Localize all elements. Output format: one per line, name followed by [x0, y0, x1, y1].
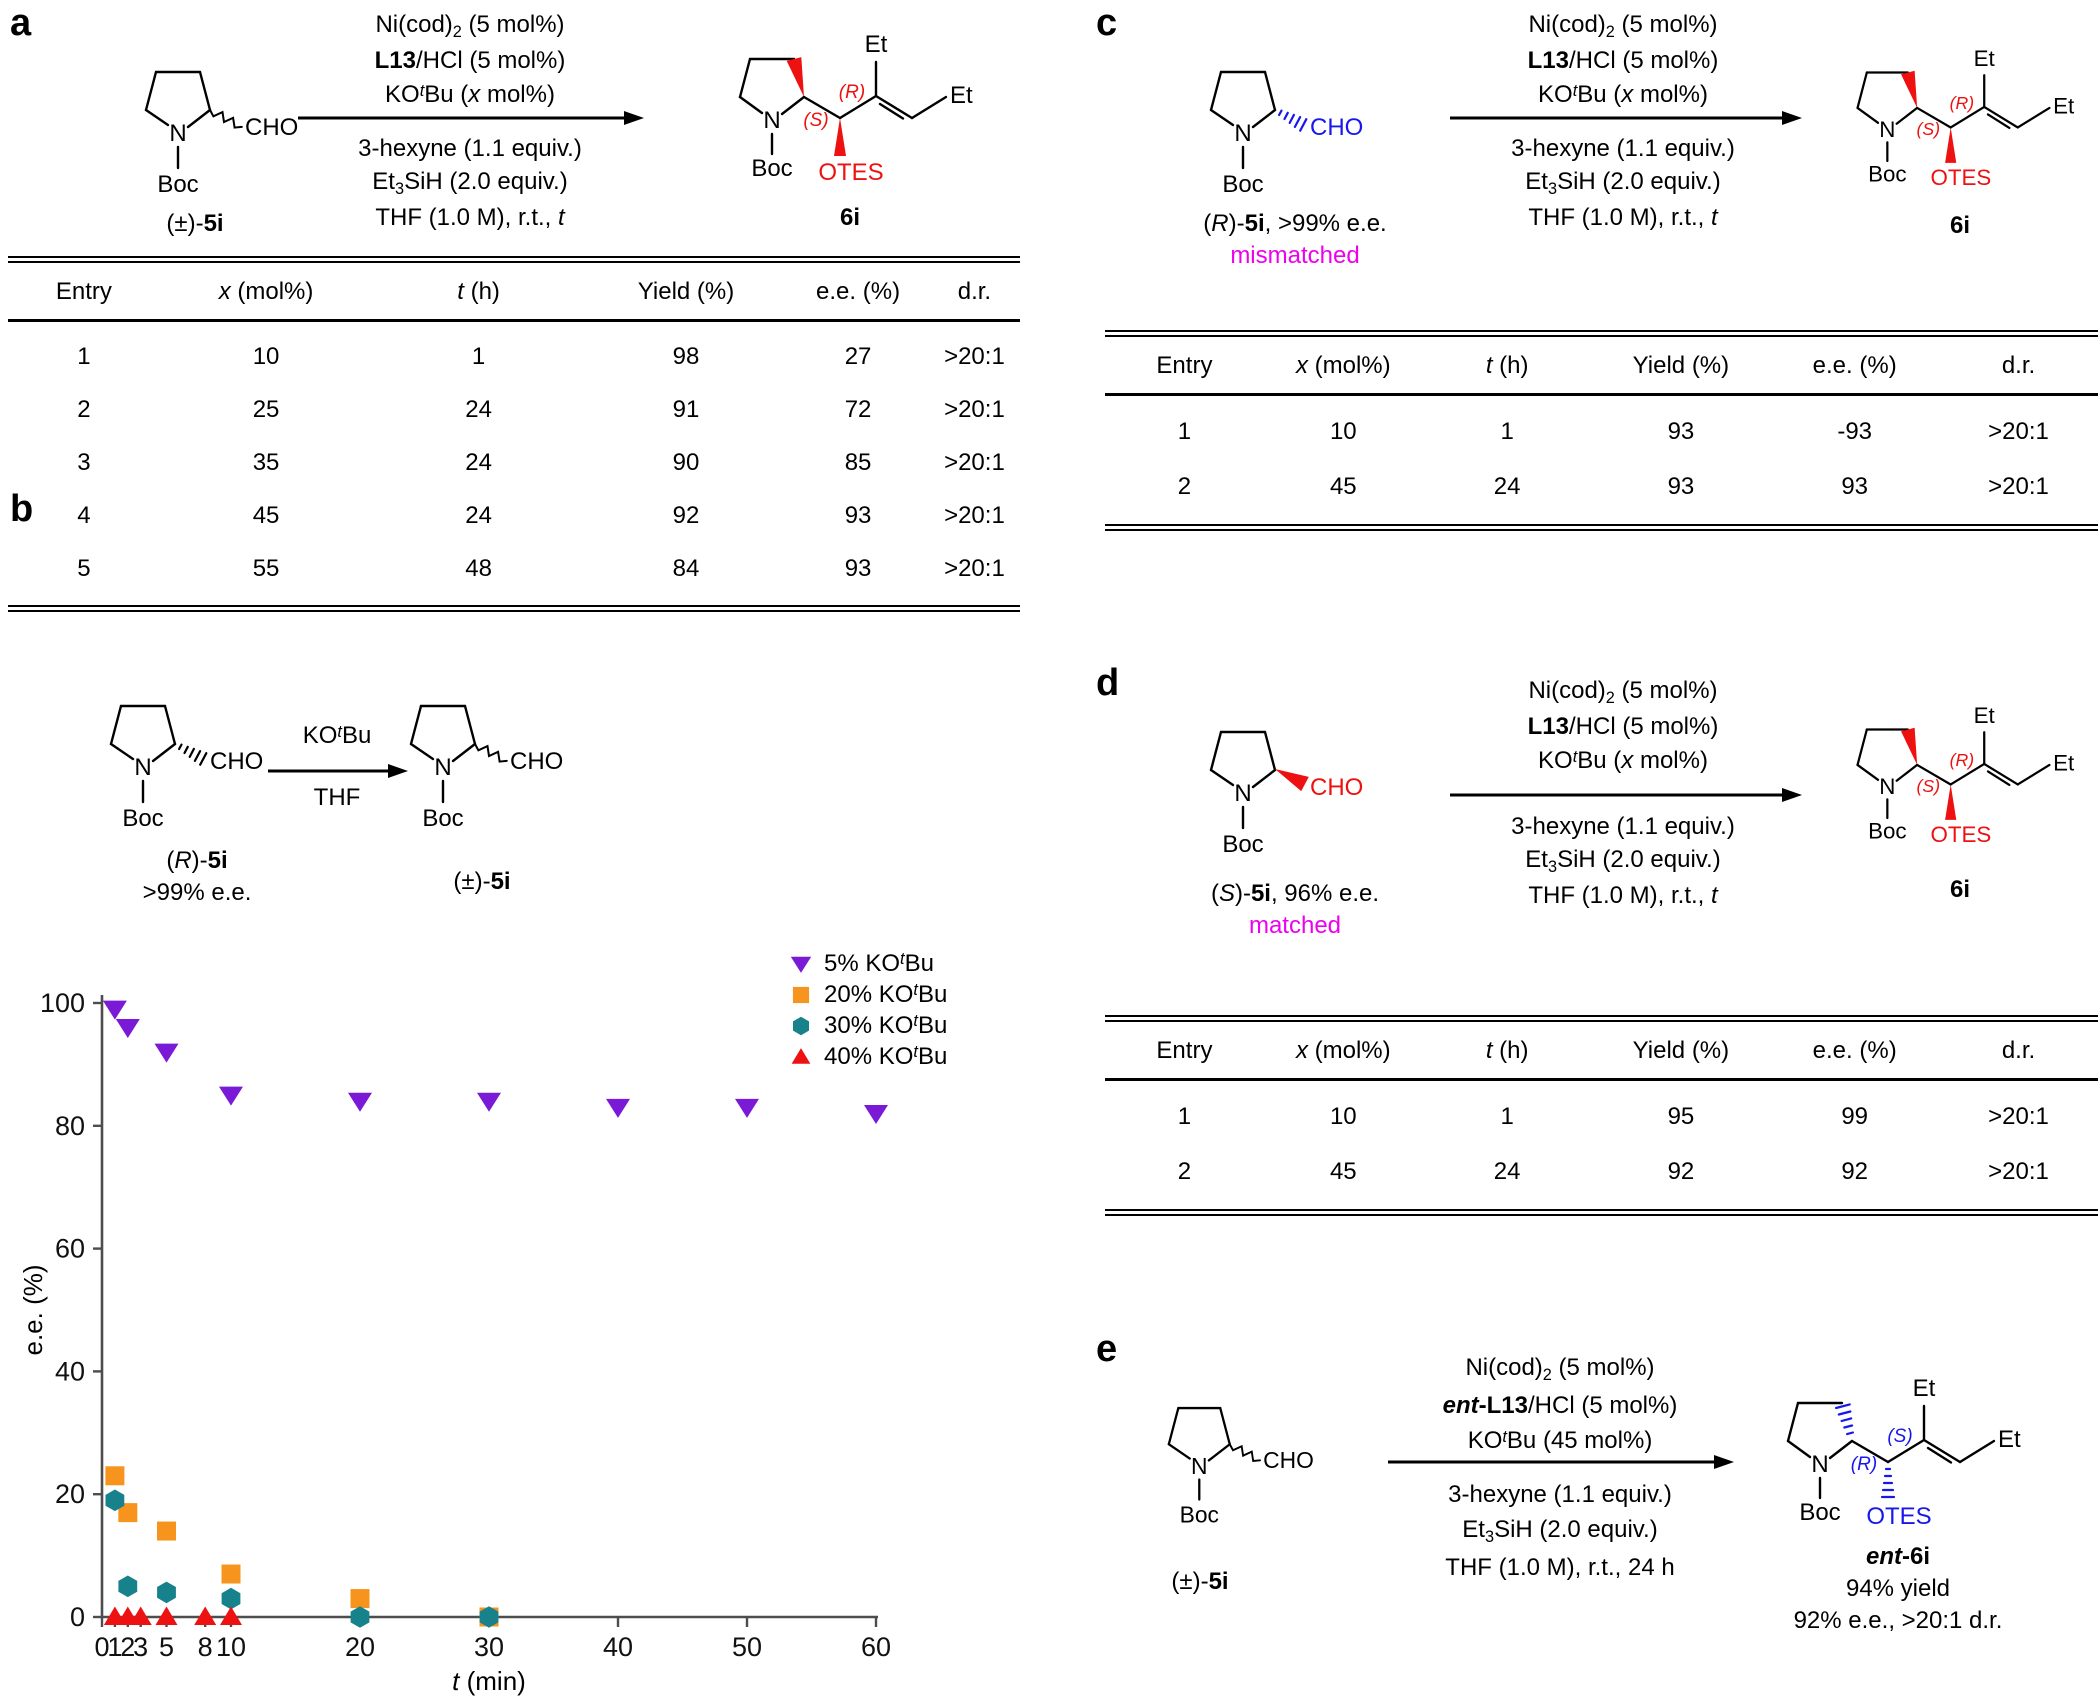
- nitrogen-atom: N: [1191, 1452, 1208, 1479]
- nitrogen-atom: N: [169, 120, 187, 147]
- ethyl-group-top: Et: [1912, 1375, 1936, 1402]
- data-point-triangle-down: [477, 1093, 501, 1112]
- otes-group: OTES: [1930, 165, 1992, 191]
- column-header: e.e. (%): [1812, 352, 1897, 379]
- data-point-hexagon: [157, 1582, 176, 1604]
- table-cell: >20:1: [944, 395, 1005, 423]
- boc-group: Boc: [1868, 818, 1907, 844]
- table-cell: 45: [1329, 472, 1357, 500]
- table-row: [8, 383, 1020, 436]
- svg-text:40: 40: [602, 1632, 634, 1662]
- conditions-e-bottom: 3-hexyne (1.1 equiv.) Et3SiH (2.0 equiv.) THF (1.0 M), r.t., 24 h: [1445, 1481, 1675, 1581]
- data-point-hexagon: [351, 1606, 370, 1628]
- racemic-squiggle-bond: [475, 744, 507, 762]
- table-cell: 4: [77, 501, 91, 529]
- substrate-c-match-note: mismatched: [1230, 242, 1360, 269]
- data-point-square: [105, 1466, 124, 1485]
- column-header: Entry: [1156, 352, 1213, 379]
- ethyl-group-top: Et: [1973, 702, 1995, 728]
- legend-marker-icon: [788, 1046, 814, 1068]
- table-cell: 5: [77, 554, 91, 582]
- data-point-square: [157, 1522, 176, 1541]
- svg-text:20: 20: [344, 1632, 376, 1662]
- nitrogen-atom: N: [434, 754, 452, 781]
- ethyl-group-right: Et: [2053, 93, 2075, 119]
- table-a: [8, 256, 1020, 612]
- nitrogen-atom: N: [1811, 1451, 1829, 1478]
- boc-group: Boc: [1179, 1501, 1219, 1528]
- reaction-arrow: [1388, 1454, 1734, 1470]
- table-cell: >20:1: [1988, 1102, 2049, 1130]
- column-header: t (h): [1485, 1037, 1529, 1064]
- table-cell: 90: [672, 448, 700, 476]
- table-cell: 1: [1500, 1102, 1514, 1130]
- table-row: [1105, 1144, 2098, 1199]
- svg-text:3: 3: [133, 1632, 149, 1662]
- carbinol-stereo-label: (R): [1949, 749, 1975, 770]
- table-row: [8, 542, 1020, 595]
- svg-text:0: 0: [94, 1632, 110, 1662]
- nitrogen-atom: N: [763, 107, 781, 134]
- data-point-triangle-down: [116, 1019, 140, 1038]
- table-cell: >20:1: [1988, 417, 2049, 445]
- boc-group: Boc: [157, 171, 199, 198]
- data-point-triangle-down: [606, 1099, 630, 1118]
- column-header: t (h): [1485, 352, 1529, 379]
- product-d-caption: 6i: [1949, 876, 1970, 903]
- svg-text:0: 0: [69, 1602, 85, 1632]
- otes-group: OTES: [1930, 822, 1992, 848]
- svg-text:100: 100: [39, 988, 85, 1018]
- data-point-triangle-down: [864, 1105, 888, 1124]
- column-header: Entry: [1156, 1037, 1213, 1064]
- product-6i-structure: [1820, 682, 2098, 859]
- product-b-structure: [365, 664, 575, 834]
- table-cell: 1: [1500, 417, 1514, 445]
- table-cell: 1: [1177, 417, 1192, 445]
- substrate-b-ee: >99% e.e.: [142, 879, 252, 906]
- table-cell: >20:1: [944, 554, 1005, 582]
- substrate-d-match-note: matched: [1248, 912, 1342, 939]
- legend-entry: [788, 1010, 947, 1041]
- panel-a-label: a: [10, 2, 32, 44]
- column-header: Yield (%): [637, 278, 735, 305]
- nitrogen-atom: N: [1234, 120, 1252, 147]
- svg-text:80: 80: [54, 1110, 85, 1141]
- table-cell: 92: [672, 501, 700, 529]
- otes-group: OTES: [818, 159, 884, 186]
- product-e-caption: ent-6i: [1865, 1543, 1930, 1570]
- svg-text:60: 60: [860, 1632, 892, 1662]
- conditions-d-bottom: 3-hexyne (1.1 equiv.) Et3SiH (2.0 equiv.) THF (1.0 M), r.t., t: [1511, 813, 1735, 909]
- carbinol-stereo-label: (R): [1949, 92, 1975, 113]
- table-cell: 98: [672, 342, 700, 370]
- svg-text:60: 60: [54, 1233, 85, 1264]
- table-cell: 1: [471, 342, 486, 370]
- table-cell: 48: [465, 554, 492, 582]
- svg-text:5: 5: [158, 1632, 175, 1662]
- column-header: x (mol%): [1295, 1037, 1391, 1064]
- table-header-row: [8, 263, 1020, 322]
- table-row: [8, 489, 1020, 542]
- table-cell: 92: [1667, 1157, 1695, 1185]
- pyrrolidine-ring: [1788, 1403, 1852, 1458]
- product-e-yield: 94% yield: [1845, 1575, 1951, 1602]
- cho-group: CHO: [210, 748, 264, 775]
- ring-stereo-label: (S): [803, 110, 829, 131]
- legend-entry: [788, 979, 947, 1010]
- table-c: [1105, 330, 2098, 531]
- table-cell: 95: [1667, 1102, 1695, 1130]
- otes-hashed-bond: [1882, 1469, 1894, 1497]
- otes-wedge: [834, 118, 846, 156]
- column-header: e.e. (%): [1812, 1037, 1897, 1064]
- column-header: Entry: [55, 278, 112, 305]
- table-cell: 93: [844, 554, 872, 582]
- data-point-triangle-down: [219, 1087, 243, 1106]
- data-point-hexagon: [793, 1016, 809, 1034]
- svg-text:50: 50: [731, 1632, 763, 1662]
- pyrrolidine-ring: [146, 72, 210, 127]
- table-d: [1105, 1015, 2098, 1216]
- legend-entry: [788, 1041, 947, 1072]
- table-cell: 2: [1177, 472, 1192, 500]
- table-cell: 93: [1667, 417, 1695, 445]
- ethyl-group-top: Et: [864, 31, 888, 58]
- table-cell: 27: [844, 342, 872, 370]
- conditions-a-bottom: 3-hexyne (1.1 equiv.) Et3SiH (2.0 equiv.) THF (1.0 M), r.t., t: [358, 135, 582, 231]
- otes-group: OTES: [1866, 1503, 1932, 1530]
- table-cell: 93: [1667, 472, 1695, 500]
- legend-marker-icon: [788, 953, 814, 975]
- table-cell: 10: [252, 342, 280, 370]
- data-point-square: [351, 1589, 370, 1608]
- product-ent-6i-structure: [1748, 1352, 2048, 1542]
- column-header: t (h): [457, 278, 500, 305]
- legend-label: 30% $KO^tBu$: [824, 1011, 948, 1039]
- pyrrolidine-ring: [411, 706, 475, 761]
- ring-stereo-label: (R): [1850, 1454, 1878, 1475]
- table-cell: 25: [252, 395, 280, 423]
- substrate-b-caption: (R)-5i: [166, 847, 228, 874]
- boc-group: Boc: [1222, 171, 1264, 198]
- table-cell: >20:1: [944, 342, 1005, 370]
- product-6i-structure: [1820, 25, 2098, 202]
- product-e-ee-dr: 92% e.e., >20:1 d.r.: [1793, 1607, 2003, 1634]
- data-point-square: [222, 1565, 241, 1584]
- boc-group: Boc: [1222, 831, 1264, 858]
- product-6i-structure: [700, 8, 1000, 198]
- data-point-triangle-up: [792, 1048, 811, 1064]
- conditions-c-bottom: 3-hexyne (1.1 equiv.) Et3SiH (2.0 equiv.) THF (1.0 M), r.t., t: [1511, 135, 1735, 231]
- panel-e-label: e: [1096, 1328, 1118, 1370]
- column-header: d.r.: [2001, 352, 2036, 379]
- table-row: [1105, 404, 2098, 459]
- column-header: d.r.: [957, 278, 992, 305]
- chart-legend: [788, 948, 947, 1072]
- ring-stereo-wedge: [1901, 728, 1917, 765]
- svg-text:30: 30: [473, 1632, 505, 1662]
- nitrogen-atom: N: [134, 754, 152, 781]
- column-header: x (mol%): [218, 278, 314, 305]
- boc-group: Boc: [122, 805, 164, 832]
- table-cell: >20:1: [944, 501, 1005, 529]
- hashed-stereo-bond: [179, 745, 206, 765]
- data-point-triangle-down: [348, 1093, 372, 1112]
- ring-stereo-label: (S): [1916, 118, 1941, 139]
- arrow-b-reagent: $KO^tBu$: [302, 722, 372, 749]
- table-cell: 55: [252, 554, 280, 582]
- conditions-a-top: Ni(cod)2 (5 mol%) L13/HCl (5 mol%) $KO^tBu$ (x mol%): [374, 11, 566, 108]
- product-c-caption: 6i: [1949, 212, 1970, 239]
- table-cell: 91: [672, 395, 700, 423]
- ring-stereo-wedge: [787, 57, 804, 97]
- boc-group: Boc: [422, 805, 464, 832]
- panel-b-label: b: [10, 488, 34, 530]
- substrate-d-caption: (S)-5i, 96% e.e.: [1210, 880, 1380, 907]
- svg-text:20: 20: [54, 1479, 85, 1510]
- data-point-triangle-down: [735, 1099, 759, 1118]
- table-cell: 2: [77, 395, 91, 423]
- data-point-triangle-down: [791, 956, 811, 972]
- table-cell: >20:1: [1988, 472, 2049, 500]
- cho-group: CHO: [510, 748, 564, 775]
- table-row: [8, 436, 1020, 489]
- table-cell: 92: [1841, 1157, 1869, 1185]
- panel-c-label: c: [1096, 2, 1118, 44]
- pyrrolidine-ring: [1211, 732, 1275, 787]
- data-point-hexagon: [118, 1576, 137, 1598]
- table-cell: 24: [1493, 472, 1521, 500]
- nitrogen-atom: N: [1879, 116, 1896, 142]
- table-cell: 84: [672, 554, 700, 582]
- column-header: Yield (%): [1632, 352, 1730, 379]
- substrate-e-caption: (±)-5i: [1171, 1568, 1229, 1595]
- x-axis-label: t (min): [452, 1666, 526, 1696]
- boc-group: Boc: [1868, 161, 1907, 187]
- substrate-b-structure: [65, 664, 275, 834]
- table-cell: 1: [77, 342, 91, 370]
- data-point-hexagon: [222, 1588, 241, 1610]
- column-header: x (mol%): [1295, 352, 1391, 379]
- ethyl-group-right: Et: [2053, 750, 2075, 776]
- column-header: d.r.: [2001, 1037, 2036, 1064]
- ethyl-group-right: Et: [950, 82, 973, 109]
- ring-stereo-wedge: [1901, 71, 1917, 108]
- table-cell: 24: [465, 501, 492, 529]
- table-header-row: [1105, 1022, 2098, 1081]
- table-cell: 24: [465, 448, 492, 476]
- reaction-arrow: [298, 110, 644, 126]
- y-axis-label: e.e. (%): [18, 1264, 48, 1356]
- otes-wedge: [1945, 784, 1956, 819]
- product-b-caption: (±)-5i: [453, 868, 511, 895]
- substrate-c-structure: [1165, 30, 1375, 200]
- legend-label: 5% $KO^tBu$: [824, 949, 934, 977]
- table-cell: >20:1: [944, 448, 1005, 476]
- legend-label: 20% $KO^tBu$: [824, 980, 948, 1008]
- nitrogen-atom: N: [1234, 780, 1252, 807]
- data-point-triangle-down: [103, 1001, 127, 1020]
- pyrrolidine-ring: [1211, 72, 1275, 127]
- nitrogen-atom: N: [1879, 773, 1896, 799]
- svg-text:1: 1: [107, 1632, 123, 1662]
- racemic-squiggle-bond: [210, 110, 242, 128]
- legend-entry: [788, 948, 947, 979]
- legend-marker-icon: [788, 1015, 814, 1037]
- table-cell: 93: [1841, 472, 1869, 500]
- column-header: Yield (%): [1632, 1037, 1730, 1064]
- product-a-caption: 6i: [839, 204, 860, 231]
- table-cell: >20:1: [1988, 1157, 2049, 1185]
- conditions-c-top: Ni(cod)2 (5 mol%) L13/HCl (5 mol%) $KO^tBu$ (x mol%): [1527, 11, 1719, 108]
- hashed-stereo-bond: [1279, 111, 1306, 131]
- data-point-triangle-down: [155, 1044, 179, 1063]
- column-header: e.e. (%): [816, 278, 901, 305]
- ethyl-group-top: Et: [1973, 45, 1995, 71]
- arrow-b-solvent: THF: [313, 784, 361, 811]
- svg-text:2: 2: [120, 1632, 136, 1662]
- pyrrolidine-ring: [111, 706, 175, 761]
- conditions-d-top: Ni(cod)2 (5 mol%) L13/HCl (5 mol%) $KO^tBu$ (x mol%): [1527, 677, 1719, 774]
- table-cell: 99: [1841, 1102, 1869, 1130]
- ring-stereo-label: (S): [1916, 775, 1941, 796]
- cho-group: CHO: [245, 114, 299, 141]
- cho-group: CHO: [1310, 774, 1364, 801]
- table-cell: 2: [1177, 1157, 1192, 1185]
- svg-text:10: 10: [215, 1632, 247, 1662]
- legend-marker-icon: [788, 984, 814, 1006]
- substrate-a-caption: (±)-5i: [166, 210, 224, 237]
- carbinol-stereo-label: (R): [838, 82, 866, 103]
- table-cell: 10: [1329, 417, 1357, 445]
- table-row: [8, 330, 1020, 383]
- table-cell: 85: [844, 448, 872, 476]
- table-cell: 10: [1329, 1102, 1357, 1130]
- table-header-row: [1105, 337, 2098, 396]
- table-cell: 24: [1493, 1157, 1521, 1185]
- reaction-arrow: [1450, 787, 1802, 803]
- data-point-square: [793, 986, 809, 1002]
- substrate-c-caption: (R)-5i, >99% e.e.: [1203, 210, 1387, 237]
- table-cell: 24: [465, 395, 492, 423]
- ring-stereo-hashed-bond: [1836, 1404, 1853, 1434]
- table-row: [1105, 1089, 2098, 1144]
- svg-text:8: 8: [197, 1632, 213, 1662]
- bold-stereo-wedge: [1275, 769, 1309, 791]
- substrate-a-structure: [100, 30, 310, 200]
- legend-label: 40% $KO^tBu$: [824, 1042, 948, 1070]
- table-cell: -93: [1837, 417, 1873, 445]
- conditions-e-top: Ni(cod)2 (5 mol%) ent-L13/HCl (5 mol%) $KO^tBu$ (45 mol%): [1442, 1354, 1678, 1454]
- boc-group: Boc: [751, 155, 793, 182]
- boc-group: Boc: [1799, 1499, 1841, 1526]
- cho-group: CHO: [1310, 114, 1364, 141]
- substrate-d-structure: [1165, 690, 1375, 860]
- table-cell: 72: [844, 395, 872, 423]
- table-cell: 45: [1329, 1157, 1357, 1185]
- table-cell: 93: [844, 501, 872, 529]
- table-cell: 45: [252, 501, 280, 529]
- cho-group: CHO: [1263, 1447, 1314, 1474]
- table-cell: 1: [1177, 1102, 1192, 1130]
- otes-wedge: [1945, 127, 1956, 162]
- panel-d-label: d: [1096, 662, 1120, 704]
- ethyl-group-right: Et: [1998, 1426, 2021, 1453]
- table-cell: 35: [252, 448, 280, 476]
- table-row: [1105, 459, 2098, 514]
- table-cell: 3: [77, 448, 91, 476]
- substrate-e-structure: [1125, 1368, 1325, 1530]
- carbinol-stereo-label: (S): [1887, 1426, 1913, 1447]
- svg-text:40: 40: [54, 1356, 85, 1387]
- reaction-arrow: [1450, 110, 1802, 126]
- racemic-squiggle-bond: [1230, 1444, 1260, 1461]
